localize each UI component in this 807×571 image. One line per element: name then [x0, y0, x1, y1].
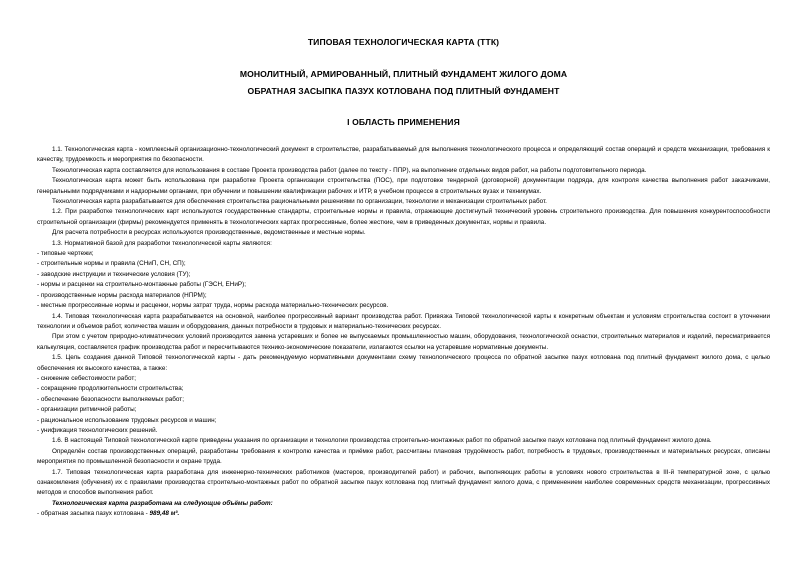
- volumes-heading: Технологическая карта разработана на следующие объёмы работ:: [52, 499, 273, 507]
- document-title: ТИПОВАЯ ТЕХНОЛОГИЧЕСКАЯ КАРТА (ТТК): [307, 37, 500, 47]
- paragraph: Технологическая карта может быть использована при разработке Проекта организации строительства (ПОС), при подготовке тендерной (договорной) документации подряда, для контроля качества выполнения работ заказчиками, генеральными подрядчиками и надзорными органами, при обучении и повышении квалификации рабочих и ИТР, в учебном процессе в строительных вузах и техникумах.: [37, 177, 770, 195]
- paragraph-1-2: 1.2. При разработке технологических карт используются государственные стандарты, строительные нормы и правила, отражающие достигнутый технический уровень строительного производства. Для повышения конкурентоспособности строительной организации (фирмы) рекомендуется применять в технологических картах прогрессивные, более жесткие, чем в приведенных документах, нормы и правила.: [37, 208, 770, 226]
- list-item: - заводские инструкции и технические условия (ТУ);: [37, 270, 191, 278]
- volume-item-label: - обратная засыпка пазух котлована -: [37, 510, 150, 518]
- list-item: - строительные нормы и правила (СНиП, СН, СП);: [37, 260, 186, 268]
- paragraph-1-4: 1.4. Типовая технологическая карта разрабатывается на основной, наиболее прогрессивный вариант производства работ. Привязка Типовой технологической карты к конкретным объектам и условиям строительства состоит в уточнении технологии и объемов работ, количества машин и оборудования, данных потребности в трудовых и материально-технических ресурсах.: [37, 312, 770, 330]
- list-item: - рациональное использование трудовых ресурсов и машин;: [37, 416, 217, 424]
- list-item: - снижение себестоимости работ;: [37, 374, 137, 382]
- document-body: [37, 145, 770, 520]
- paragraph: Определён состав производственных операций, разработаны требования к контролю качества и приёмке работ, рассчитаны плановая трудоёмкость работ, потребность в трудовых, производственных и материальных ресурсах, описаны мероприятия по промышленной безопасности и охране труда.: [37, 447, 770, 466]
- list-item: - обеспечение безопасности выполняемых работ;: [37, 395, 184, 403]
- list-item: - организации ритмичной работы;: [37, 406, 137, 414]
- volume-item: [37, 509, 770, 519]
- paragraph: Технологическая карта составляется для использования в составе Проекта производства работ (далее по тексту - ППР), на выполнение отдельных видов работ, на работы подготовительного периода.: [52, 166, 647, 174]
- paragraph-1-1: 1.1. Технологическая карта - комплексный организационно-технологический документ в строительстве, разрабатываемый для выполнения технологического процесса и определяющий состав операций и средств механизации, требования к качеству, трудоемкость и мероприятия по безопасности.: [37, 146, 770, 164]
- list-item: - унификация технологических решений.: [37, 426, 158, 434]
- paragraph: При этом с учетом природно-климатических условий производится замена устаревших и более не выпускаемых промышленностью машин, оборудования, технологической оснастки, строительных материалов и изделий, пересматривается калькуляция, составляется график производства работ и пересчитываются технико-экономические показатели, излагаются ссылки на устаревшие нормативные документы.: [37, 333, 770, 351]
- document-subtitle-backfill: ОБРАТНАЯ ЗАСЫПКА ПАЗУХ КОТЛОВАНА ПОД ПЛИТНЫЙ ФУНДАМЕНТ: [247, 86, 560, 96]
- paragraph-1-7: 1.7. Типовая технологическая карта разработана для инженерно-технических работников (мастеров, производителей работ) и рабочих, выполняющих работы в условиях нового строительства в III-й температурной зоне, с целью ознакомления (обучения) их с правилами производства строительно-монтажных работ по обратной засыпке пазух котлована под плитный фундамент жилого дома, с применением наиболее современных средств механизации, прогрессивных методов и способов выполнения работ.: [37, 468, 770, 497]
- list-item: - сокращение продолжительности строительства;: [37, 385, 184, 393]
- document-subtitle-foundation: МОНОЛИТНЫЙ, АРМИРОВАННЫЙ, ПЛИТНЫЙ ФУНДАМЕНТ ЖИЛОГО ДОМА: [239, 69, 568, 79]
- paragraph: Технологическая карта разрабатывается для обеспечения строительства рациональными решениями по организации, технологии и механизации строительных работ.: [52, 198, 547, 206]
- list-item: - нормы и расценки на строительно-монтажные работы (ГЭСН, ЕНиР);: [37, 281, 247, 289]
- paragraph: Для расчета потребности в ресурсах используются производственные, ведомственные и местные нормы.: [52, 229, 366, 237]
- paragraph-1-6: 1.6. В настоящей Типовой технологической карте приведены указания по организации и технологии производства строительно-монтажных работ по обратной засыпке пазух котлована под плитный фундамент жилого дома.: [52, 437, 712, 445]
- section-heading: I ОБЛАСТЬ ПРИМЕНЕНИЯ: [347, 117, 460, 127]
- list-item: - местные прогрессивные нормы и расценки, нормы затрат труда, нормы расхода материально-технических ресурсов.: [37, 302, 389, 310]
- list-item: - производственные нормы расхода материалов (НПРМ);: [37, 291, 207, 299]
- list-item: - типовые чертежи;: [37, 250, 94, 258]
- paragraph-1-5: 1.5. Цель создания данной Типовой технологической карты - дать рекомендуемую нормативными документами схему технологического процесса по обратной засыпке пазух котлована под плитный фундамент жилого дома, с целью обеспечения их высокого качества, а также:: [37, 354, 770, 372]
- volume-item-value: 989,48 м³.: [149, 510, 180, 518]
- paragraph-1-3: 1.3. Нормативной базой для разработки технологической карты являются:: [52, 239, 272, 247]
